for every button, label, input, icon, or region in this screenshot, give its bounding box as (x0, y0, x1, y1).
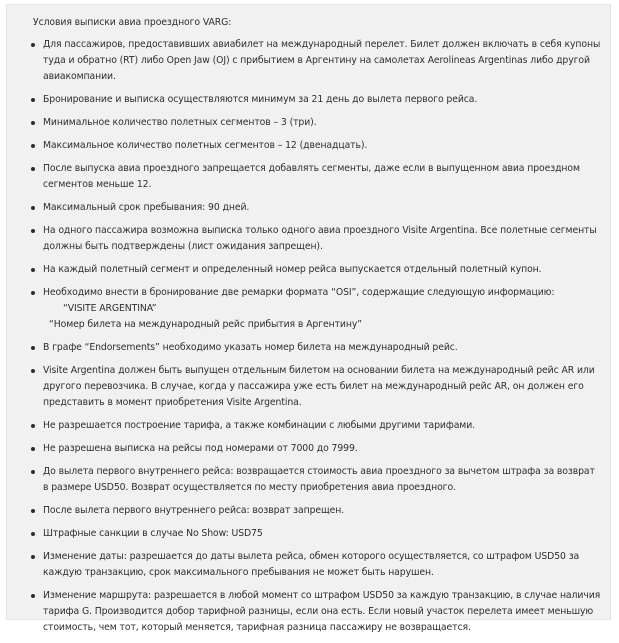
list-item-text: представить в момент приобретения Visite Argentina. (43, 397, 302, 408)
bullet-icon (31, 167, 35, 171)
list-item-text: На одного пассажира возможна выписка только одного авиа проездного Visite Argentina. Все полетные сегменты (43, 225, 597, 236)
list-item-text: сегментов меньше 12. (43, 179, 152, 190)
list-item-text: После выпуска авиа проездного запрещается добавлять сегменты, даже если в выпущенном авиа проездном (43, 163, 580, 174)
list-item (29, 549, 589, 581)
bullet-icon (31, 268, 35, 272)
list-item (29, 115, 589, 131)
list-item-text: должны быть подтверждены (лист ожидания запрещен). (43, 241, 323, 252)
list-item-text: На каждый полетный сегмент и определенный номер рейса выпускается отдельный полетный купон. (43, 264, 542, 275)
list-item (29, 200, 589, 216)
remark-line: “VISITE ARGENTINA” (63, 303, 157, 314)
list-item (29, 441, 589, 457)
list-item (29, 92, 589, 108)
list-item-text: До вылета первого внутреннего рейса: возвращается стоимость авиа проездного за вычетом штрафа за возврат (43, 466, 595, 477)
document-panel (6, 4, 611, 633)
list-item-text: Максимальный срок пребывания: 90 дней. (43, 202, 250, 213)
list-item-text: туда и обратно (RT) либо Open Jaw (OJ) с прибытием в Аргентину на самолетах Aerolineas Argentinas либо другой (43, 55, 590, 66)
bullet-icon (31, 532, 35, 536)
list-item-text: Бронирование и выписка осуществляются минимум за 21 день до вылета первого рейса. (43, 94, 478, 105)
list-item-text: Visite Argentina должен быть выпущен отдельным билетом на основании билета на международный рейс AR или (43, 365, 595, 376)
bullet-icon (31, 144, 35, 148)
list-item (29, 340, 589, 356)
list-item-text: стоимость, чем тот, который меняется, тарифная разница пассажиру не возвращается. (43, 622, 471, 633)
list-item-text: Минимальное количество полетных сегментов – 3 (три). (43, 117, 317, 128)
list-item (29, 285, 589, 333)
list-item-text: авиакомпании. (43, 71, 116, 82)
bullet-icon (31, 291, 35, 295)
list-item (29, 464, 595, 496)
list-item (29, 503, 589, 519)
bullet-icon (31, 470, 35, 474)
bullet-icon (31, 424, 35, 428)
list-item-text: каждую транзакцию, срок максимального пребывания не может быть нарушен. (43, 567, 434, 578)
bullet-icon (31, 121, 35, 125)
list-item (29, 262, 589, 278)
list-item-text: Необходимо внести в бронирование две ремарки формата “OSI”, содержащие следующую информацию: (43, 287, 555, 298)
list-item (29, 588, 601, 636)
list-item-text: Штрафные санкции в случае No Show: USD75 (43, 528, 263, 539)
document-title: Условия выписки авиа проездного VARG: (33, 17, 232, 28)
conditions-list (29, 37, 601, 643)
list-item (29, 37, 601, 85)
list-item-text: Не разрешается построение тарифа, а также комбинации с любыми другими тарифами. (43, 420, 476, 431)
remark-line: “Номер билета на международный рейс прибытия в Аргентину” (49, 319, 362, 330)
list-item-text: Не разрешена выписка на рейсы под номерами от 7000 до 7999. (43, 443, 358, 454)
bullet-icon (31, 447, 35, 451)
list-item-text: другого перевозчика. В случае, когда у пассажира уже есть билет на международный рейс AR, он должен его (43, 381, 584, 392)
list-item (29, 223, 597, 255)
list-item-text: тарифа G. Производится добор тарифной разницы, если она есть. Если новый участок перелета имеет меньшую (43, 606, 594, 617)
list-item-text: Изменение даты: разрешается до даты вылета рейса, обмен которого осуществляется, со штрафом USD50 за (43, 551, 580, 562)
list-item (29, 418, 589, 434)
bullet-icon (31, 594, 35, 598)
bullet-icon (31, 369, 35, 373)
list-item (29, 161, 589, 193)
bullet-icon (31, 43, 35, 47)
bullet-icon (31, 346, 35, 350)
list-item (29, 138, 589, 154)
bullet-icon (31, 555, 35, 559)
bullet-icon (31, 206, 35, 210)
list-item (29, 363, 595, 411)
list-item-text: Изменение маршрута: разрешается в любой момент со штрафом USD50 за каждую транзакцию, в случае наличия (43, 590, 601, 601)
list-item-text: в размере USD50. Возврат осуществляется по месту приобретения авиа проездного. (43, 482, 456, 493)
list-item-text: Для пассажиров, предоставивших авиабилет на международный перелет. Билет должен включать в себя купоны (43, 39, 601, 50)
bullet-icon (31, 509, 35, 513)
list-item-text: После вылета первого внутреннего рейса: возврат запрещен. (43, 505, 345, 516)
list-item-text: В графе “Endorsements” необходимо указать номер билета на международный рейс. (43, 342, 458, 353)
bullet-icon (31, 229, 35, 233)
list-item (29, 526, 589, 542)
bullet-icon (31, 98, 35, 102)
list-item-text: Максимальное количество полетных сегментов – 12 (двенадцать). (43, 140, 368, 151)
